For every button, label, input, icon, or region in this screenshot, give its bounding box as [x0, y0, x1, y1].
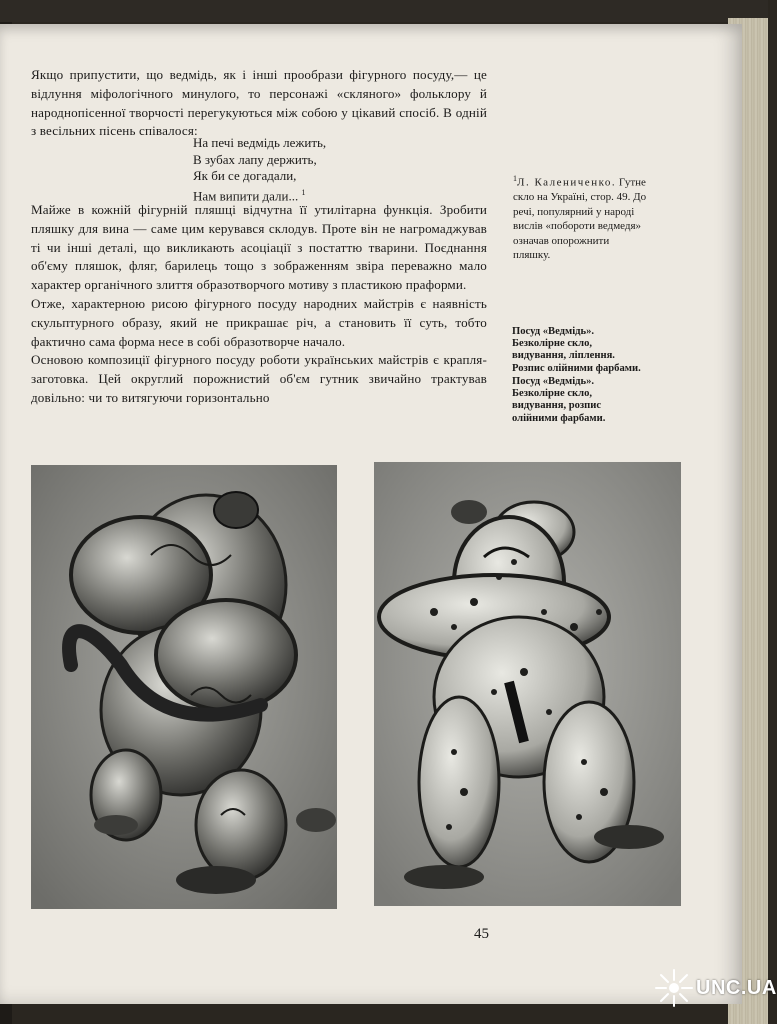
caption-line: Безколірне скло,: [512, 338, 593, 350]
caption-line: олійними фарбами.: [512, 412, 606, 424]
photo-glass-bear-right: [374, 462, 681, 906]
intro-paragraph: [31, 66, 487, 141]
paragraph-4: Основою композиції фігурного посуду роботи українських майстрів є крапля-заготовка. Цей округлий порожнистий об'єм гутник звичайно трактував довільно: чи то витягуючи горизонтально: [31, 352, 487, 405]
site-watermark: [652, 966, 777, 1010]
background-top-edge: [0, 0, 768, 22]
starburst-logo-icon: [652, 966, 696, 1010]
footnote-author: Л. Калениченко.: [517, 176, 617, 189]
caption-left-figure: [512, 326, 682, 375]
photo-glass-bear-left: [31, 465, 337, 909]
caption-line: видування, ліплення.: [512, 350, 615, 362]
caption-line: Безколірне скло,: [512, 388, 593, 400]
footnote-marker: 1: [513, 174, 517, 183]
footnote-reference[interactable]: 1: [301, 187, 306, 197]
glass-bear-left-image: [31, 465, 337, 909]
paragraph-3: Отже, характерною рисою фігурного посуду народних майстрів є наявність скульптурного образу, який не прикрашає річ, а становить її суть, тобто фактично сама форма несе в собі образотворче начало.: [31, 295, 487, 349]
wedding-song-verse: [193, 135, 326, 204]
poem-line-1: На печі ведмідь лежить,: [193, 135, 327, 150]
caption-title: Посуд «Ведмідь».: [512, 326, 595, 337]
book-page: [0, 24, 742, 1004]
poem-line-3: Як би се догадали,: [193, 168, 297, 183]
main-text: [31, 201, 487, 408]
caption-title: Посуд «Ведмідь».: [512, 376, 595, 387]
caption-line: Розпис олійними фарбами.: [512, 362, 641, 374]
caption-right-figure: [512, 376, 682, 425]
paragraph-2: Майже в кожній фігурній пляшці відчутна її утилітарна функція. Зробити пляшку для вина — саме цим керувався склодув. Проте він не нагромаджував ті чи інші деталі, що викликають асоціації з постаттю тварини. Поєднання об'єму пляшок, фляг, барилець тощо з зображенням звіра переважно мало характер органічного злиття образотворчого мотиву з пластикою праформи.: [31, 202, 487, 293]
watermark-text: UNC.UA: [696, 976, 777, 999]
paragraph-1: Якщо припустити, що ведмідь, як і інші прообрази фігурного посуду,— це відлуння міфологічного минулого, то персонажі «скляного» фольклору й народнопісенної творчості перегукуються між собою у цікавий спосіб. В одній з весільних пісень співалося:: [31, 67, 487, 139]
glass-bear-right-image: [374, 462, 681, 906]
page-number: 45: [474, 926, 489, 942]
footnote: [513, 172, 649, 263]
caption-line: видування, розпис: [512, 400, 602, 412]
poem-line-4: Нам випити дали... $^1$: [193, 187, 306, 203]
footnote-text: Гутне скло на Україні, стор. 49. До речі, популярний у народі вислів «побороти ведмедя» означав опорожнити пляшку.: [513, 176, 647, 262]
poem-line-2: В зубах лапу держить,: [193, 151, 317, 167]
